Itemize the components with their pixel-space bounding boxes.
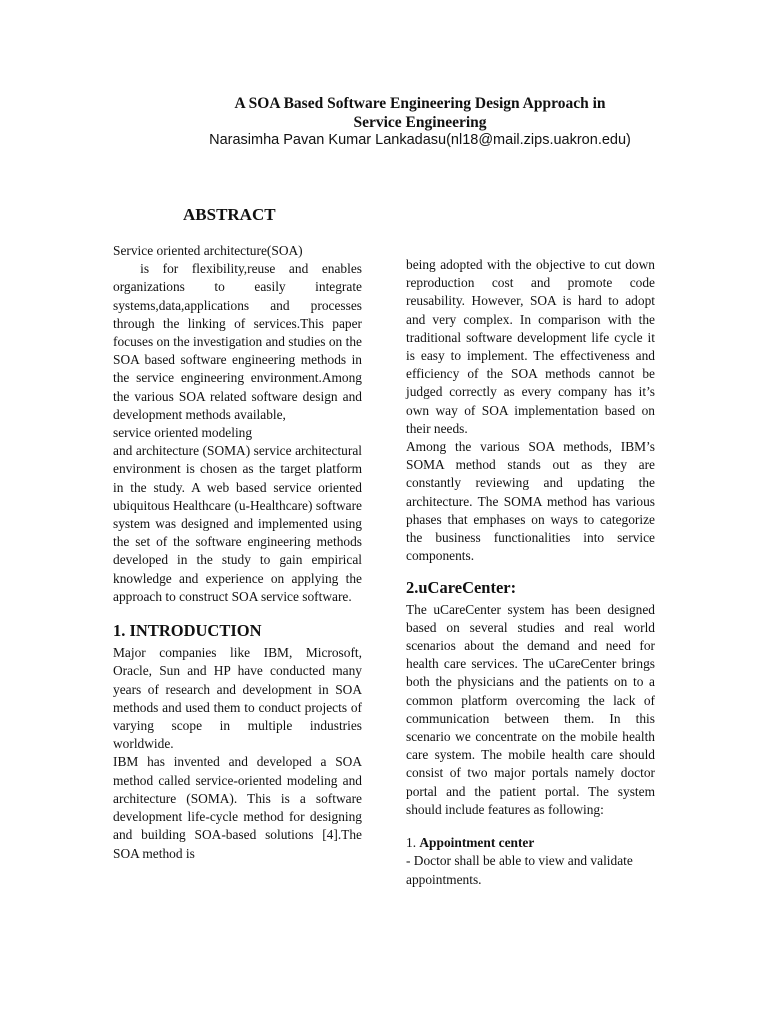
list-number: 1. [406,835,420,851]
title-line-1: A SOA Based Software Engineering Design Approach in [234,95,606,112]
list-item-appointment [406,834,655,852]
abstract-paragraph-2: and architecture (SOMA) service architectural environment is chosen as the target platform in the study. A web based service oriented ubiquitous Healthcare (u-Healthcare) software system was designed and implemented using the set of the software engineering methods developed in the study to gain empirical knowledge and experience on applying the approach to construct SOA service software. [113,443,362,604]
abstract-line-1: Service oriented architecture(SOA) [113,243,303,258]
list-title: Appointment center [419,835,535,851]
ucarecenter-heading: 2.uCareCenter: [406,578,517,598]
abstract-line-3: service oriented modeling [113,425,253,441]
author-line: Narasimha Pavan Kumar Lankadasu(nl18@mail.zips.uakron.edu) [209,132,631,148]
paper-title [0,94,768,132]
introduction-paragraph-2: IBM has invented and developed a SOA method called service-oriented modeling and architecture (SOMA). This is a software development life-cycle method for designing and building SOA-based solutions [4].The SOA method is [113,754,362,861]
introduction-heading: 1. INTRODUCTION [113,621,262,641]
left-column [113,242,366,863]
introduction-paragraph-1: Major companies like IBM, Microsoft, Oracle, Sun and HP have conducted many years of research and development in SOA methods and used them to conduct projects of varying scope in multiple industries worldwide. [113,645,362,752]
abstract-heading: ABSTRACT [183,205,276,224]
title-line-2: Service Engineering [353,114,487,131]
right-paragraph-2: Among the various SOA methods, IBM’s SOMA method stands out as they are constantly reviewing and updating the architecture. The SOMA method has various phases that emphases on ways to categorize the business functionalities into service components. [406,439,655,564]
ucarecenter-paragraph: The uCareCenter system has been designed based on several studies and real world scenarios about the demand and need for health care services. The uCareCenter brings both the physicians and the patients on to a common platform overcoming the lack of communication between them. In this scenario we concentrate on the mobile health care system. The mobile health care should consist of two major portals namely doctor portal and the patient portal. The system should include features as following: [406,601,655,817]
abstract-paragraph-1: is for flexibility,reuse and enables organizations to easily integrate systems,data,applications and processes through the linking of services.This paper focuses on the investigation and studies on the SOA based software engineering methods in the service engineering environment.Among the various SOA related software design and development methods available, [113,261,366,422]
right-column [406,256,655,889]
list-detail: - Doctor shall be able to view and validate appointments. [406,853,633,887]
right-paragraph-1: being adopted with the objective to cut down reproduction cost and promote code reusability. However, SOA is hard to adopt and very complex. In comparison with the traditional software development life cycle it is easy to implement. The effectiveness and efficiency of the SOA methods cannot be judged correctly as every company has it’s own way of SOA implementation based on their needs. [406,257,655,436]
